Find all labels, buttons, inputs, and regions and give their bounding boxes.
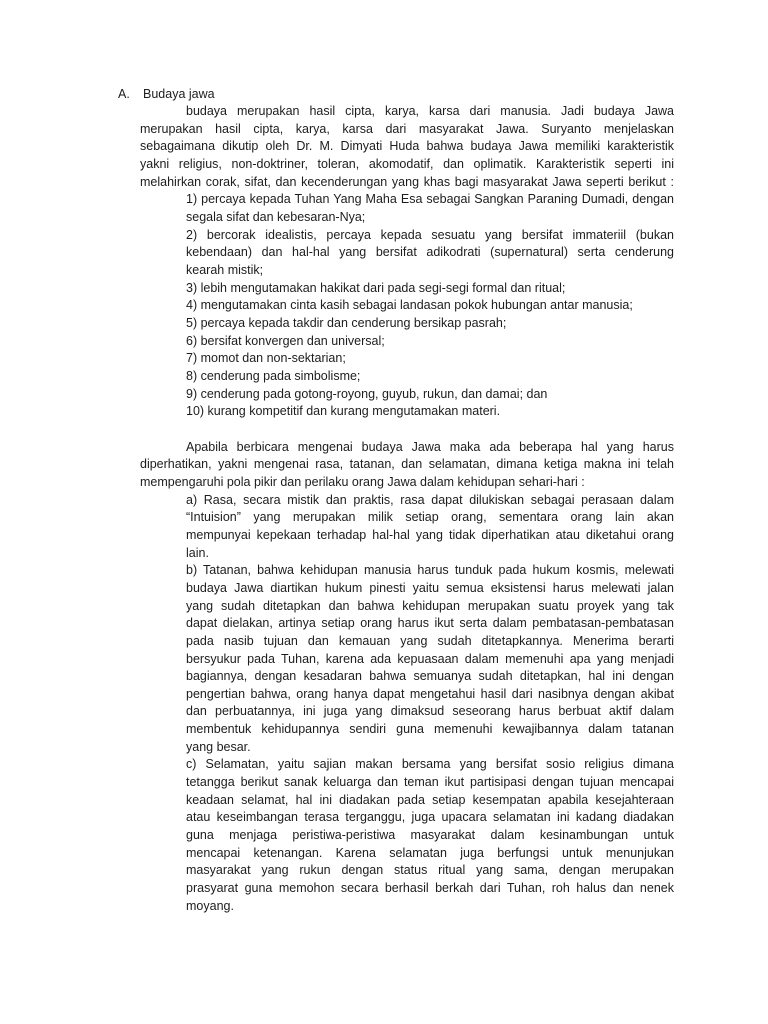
text-line: yakni religius, non-doktriner, toleran, akomodatif, dan oplimatik. Karakteristik seperti ini [140, 157, 674, 172]
characteristic-item [186, 350, 674, 368]
text-line: 8) cenderung pada simbolisme; [186, 369, 361, 383]
text-line: yang sudah ditetapkan dan bahwa kehidupan merupakan suatu proyek yang tak [186, 598, 674, 613]
text-line: 5) percaya kepada takdir dan cenderung bersikap pasrah; [186, 316, 507, 331]
characteristic-item [186, 227, 674, 280]
text-line: pada nasib tujuan dan kemauan yang sudah ditetapkannya. Menerima berarti [186, 633, 674, 648]
text-line: mencapai ketenangan. Karena selamatan juga berfungsi untuk menunjukan [186, 845, 674, 860]
text-line: bagiannya, dengan kesadaran bahwa semuanya sudah ditetapkan, hal ini dengan [186, 669, 674, 684]
characteristic-item [186, 403, 674, 421]
text-line: pengertian bahwa, orang hanya dapat mengetahui hasil dari nasibnya dengan akibat [186, 686, 674, 701]
text-line: membentuk kehidupannya sendiri guna memenuhi kewajibannya dalam tatanan [186, 722, 674, 737]
intro-paragraph [140, 103, 674, 191]
text-line: dapat dielakan, artinya setiap orang harus ikut serta dalam pembatasan-pembatasan [186, 616, 674, 631]
aspect-item-selamatan [186, 756, 674, 915]
characteristic-item [186, 280, 674, 298]
characteristic-item [186, 315, 674, 333]
text-line: 10) kurang kompetitif dan kurang mengutamakan materi. [186, 404, 501, 419]
text-line: 6) bersifat konvergen dan universal; [186, 333, 385, 348]
text-line: sebagaimana dikutip oleh Dr. M. Dimyati Huda bahwa budaya Jawa memiliki karakteristik [140, 139, 674, 154]
text-line: atau keseimbangan terasa terganggu, juga upacara selamatan ini kadang diadakan [186, 810, 674, 825]
text-line: masyarakat yang rukun dengan status ritual yang sama, dengan merupakan [186, 863, 674, 878]
text-line: diperhatikan, yakni mengenai rasa, tatanan, dan selamatan, dimana ketiga makna ini telah [140, 457, 674, 472]
text-line: 4) mengutamakan cinta kasih sebagai landasan pokok hubungan antar manusia; [186, 298, 633, 313]
section-heading [118, 86, 674, 104]
text-line: Apabila berbicara mengenai budaya Jawa maka ada beberapa hal yang harus [186, 439, 674, 454]
text-line: dan perbuatannya, ini juga yang dimaksud seseorang harus berbuat aktif dalam [186, 704, 674, 719]
characteristics-list [140, 191, 674, 421]
characteristic-item [186, 333, 674, 351]
characteristic-item [186, 191, 674, 226]
text-line: moyang. [186, 898, 234, 913]
text-line: 1) percaya kepada Tuhan Yang Maha Esa sebagai Sangkan Paraning Dumadi, dengan [186, 192, 674, 207]
section-number: A. [118, 86, 130, 101]
text-line: keadaan selamat, hal ini diadakan pada setiap kesempatan apabila kesejahteraan [186, 792, 674, 807]
characteristic-item [186, 368, 674, 386]
characteristic-item [186, 297, 674, 315]
text-line: 3) lebih mengutamakan hakikat dari pada segi-segi formal dan ritual; [186, 280, 566, 295]
aspects-intro-paragraph [140, 439, 674, 492]
text-line: 2) bercorak idealistis, percaya kepada sesuatu yang bersifat immateriil (bukan [186, 227, 674, 242]
aspect-item-rasa [186, 492, 674, 563]
text-line: 9) cenderung pada gotong-royong, guyub, rukun, dan damai; dan [186, 386, 548, 401]
text-line: lain. [186, 545, 209, 560]
text-line: budaya merupakan hasil cipta, karya, karsa dari manusia. Jadi budaya Jawa [186, 104, 674, 119]
text-line: bersyukur pada Tuhan, karena ada kepuasaan dalam memenuhi apa yang menjadi [186, 651, 674, 666]
text-line: segala sifat dan kebesaran-Nya; [186, 210, 366, 225]
text-line: kebendaan) dan hal-hal yang bersifat adikodrati (supernatural) serta cenderung [186, 245, 674, 260]
text-line: kearah mistik; [186, 263, 264, 278]
text-line: “Intuision” yang merupakan milik setiap orang, sementara orang lain akan [186, 510, 674, 525]
text-line: budaya Jawa diartikan hukum pinesti yaitu semua eksistensi harus melewati jalan [186, 580, 674, 595]
aspect-item-tatanan [186, 562, 674, 756]
blank-line [140, 421, 674, 439]
text-line: tetangga berikut sanak keluarga dan teman ikut partisipasi dengan tujuan mencapai [186, 775, 674, 790]
section-title: Budaya jawa [143, 86, 215, 101]
document-body [118, 86, 674, 916]
characteristic-item [186, 386, 674, 404]
text-line: melahirkan corak, sifat, dan kecenderungan yang khas bagi masyarakat Jawa seperti berikut : [140, 174, 674, 189]
text-line: mempengaruhi pola pikir dan perilaku orang Jawa dalam kehidupan sehari-hari : [140, 474, 585, 489]
text-line: 7) momot dan non-sektarian; [186, 351, 346, 366]
text-line: yang besar. [186, 739, 251, 754]
text-line: a) Rasa, secara mistik dan praktis, rasa dapat dilukiskan sebagai perasaan dalam [186, 492, 674, 507]
text-line: c) Selamatan, yaitu sajian makan bersama yang bersifat sosio religius dimana [186, 757, 674, 772]
text-line: b) Tatanan, bahwa kehidupan manusia harus tunduk pada hukum kosmis, melewati [186, 563, 674, 578]
text-line: prasyarat guna memohon secara berhasil berkah dari Tuhan, roh halus dan nenek [186, 881, 674, 896]
text-line: mempunyai kepekaan terhadap hal-hal yang tidak diperhatikan atau diketahui orang [186, 527, 674, 542]
aspects-list [140, 492, 674, 916]
text-line: merupakan hasil cipta, karya, karsa dari masyarakat Jawa. Suryanto menjelaskan [140, 121, 674, 136]
text-line: guna menjaga peristiwa-peristiwa masyarakat dalam kesinambungan untuk [186, 828, 674, 843]
